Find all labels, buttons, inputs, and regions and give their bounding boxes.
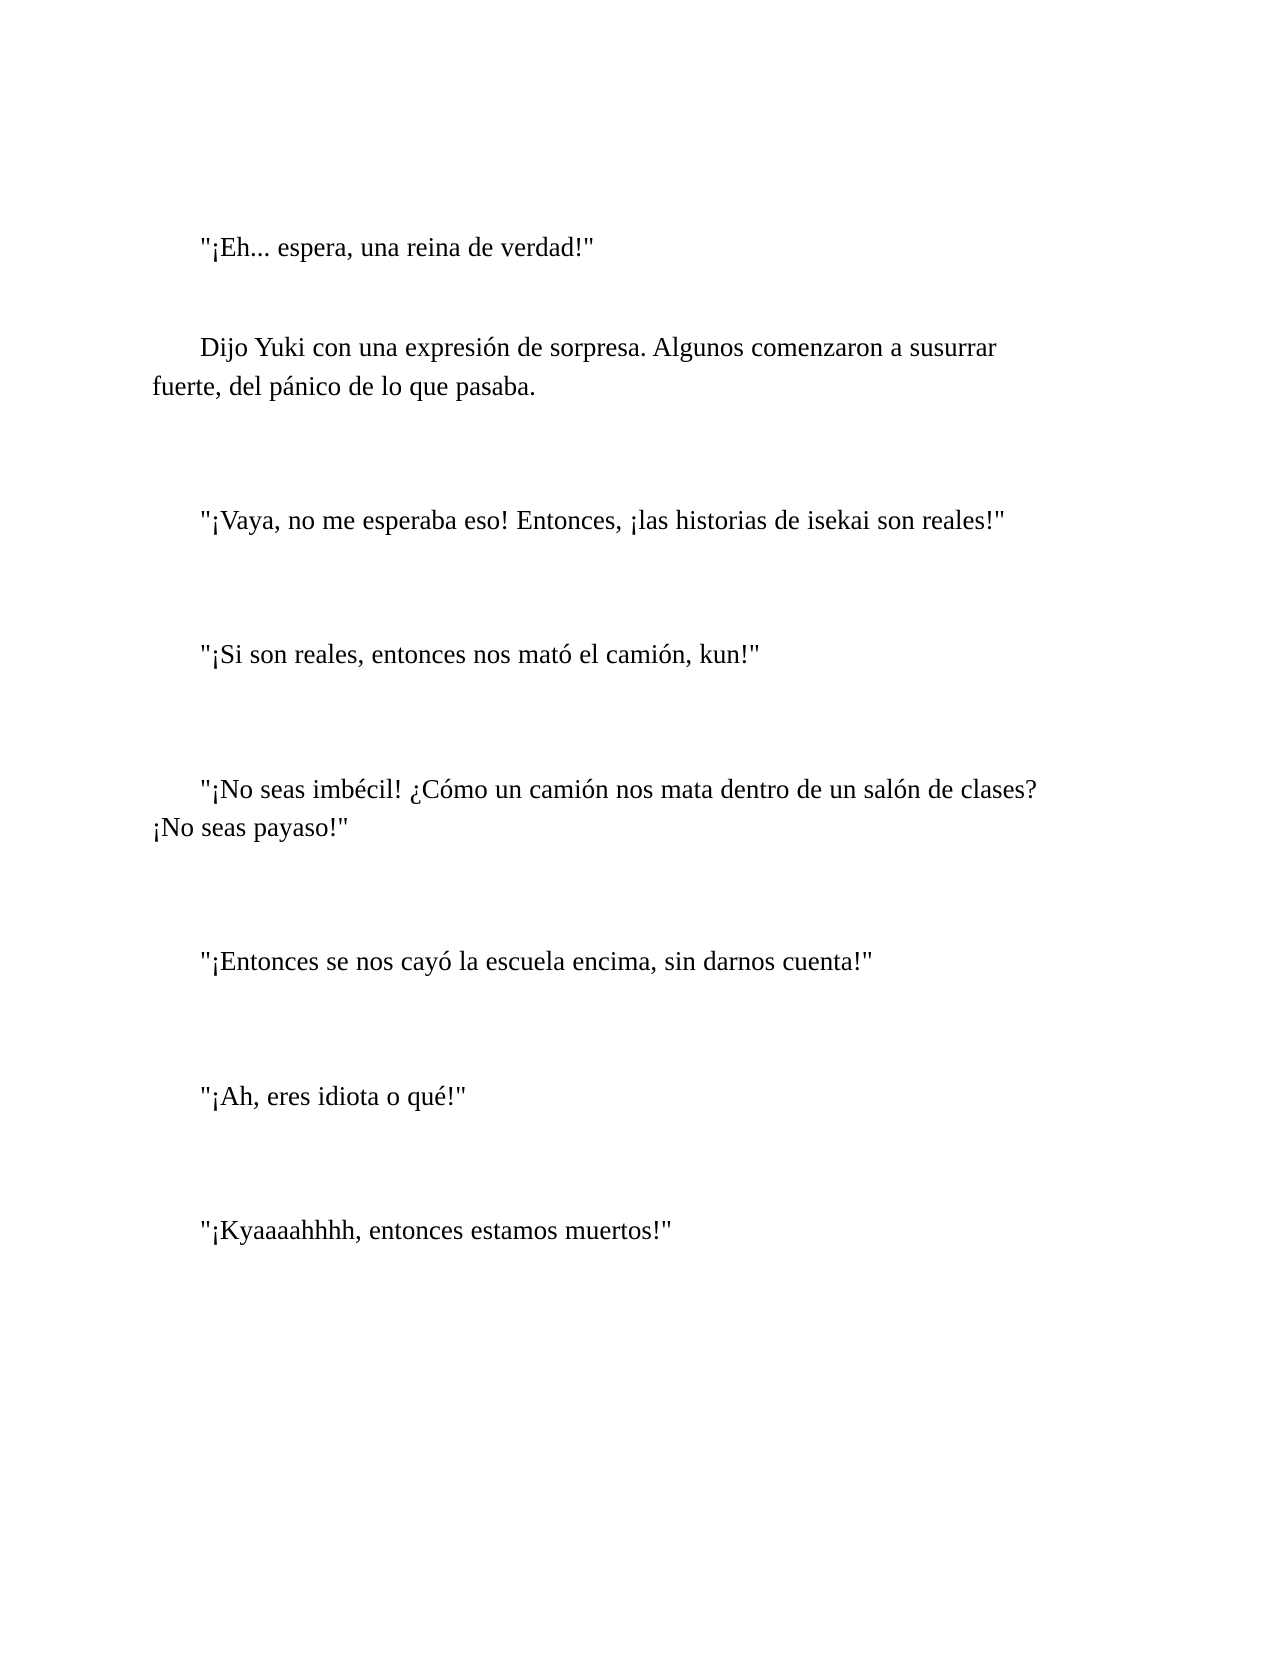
document-text-body	[152, 228, 1052, 1311]
paragraph: "¡Ah, eres idiota o qué!"	[200, 1080, 467, 1111]
paragraph: "¡Si son reales, entonces nos mató el camión, kun!"	[200, 639, 760, 670]
paragraph: "¡Vaya, no me esperaba eso! Entonces, ¡las historias de isekai son reales!"	[200, 504, 1006, 535]
paragraph: "¡No seas imbécil! ¿Cómo un camión nos mata dentro de un salón de clases? ¡No seas payaso!"	[152, 773, 1038, 842]
paragraph: "¡Eh... espera, una reina de verdad!"	[200, 232, 595, 262]
paragraph: Dijo Yuki con una expresión de sorpresa. Algunos comenzaron a susurrar fuerte, del pánico de lo que pasaba.	[152, 332, 997, 401]
paragraph: "¡Entonces se nos cayó la escuela encima, sin darnos cuenta!"	[200, 946, 873, 977]
paragraph: "¡Kyaaaahhhh, entonces estamos muertos!"	[200, 1214, 672, 1245]
